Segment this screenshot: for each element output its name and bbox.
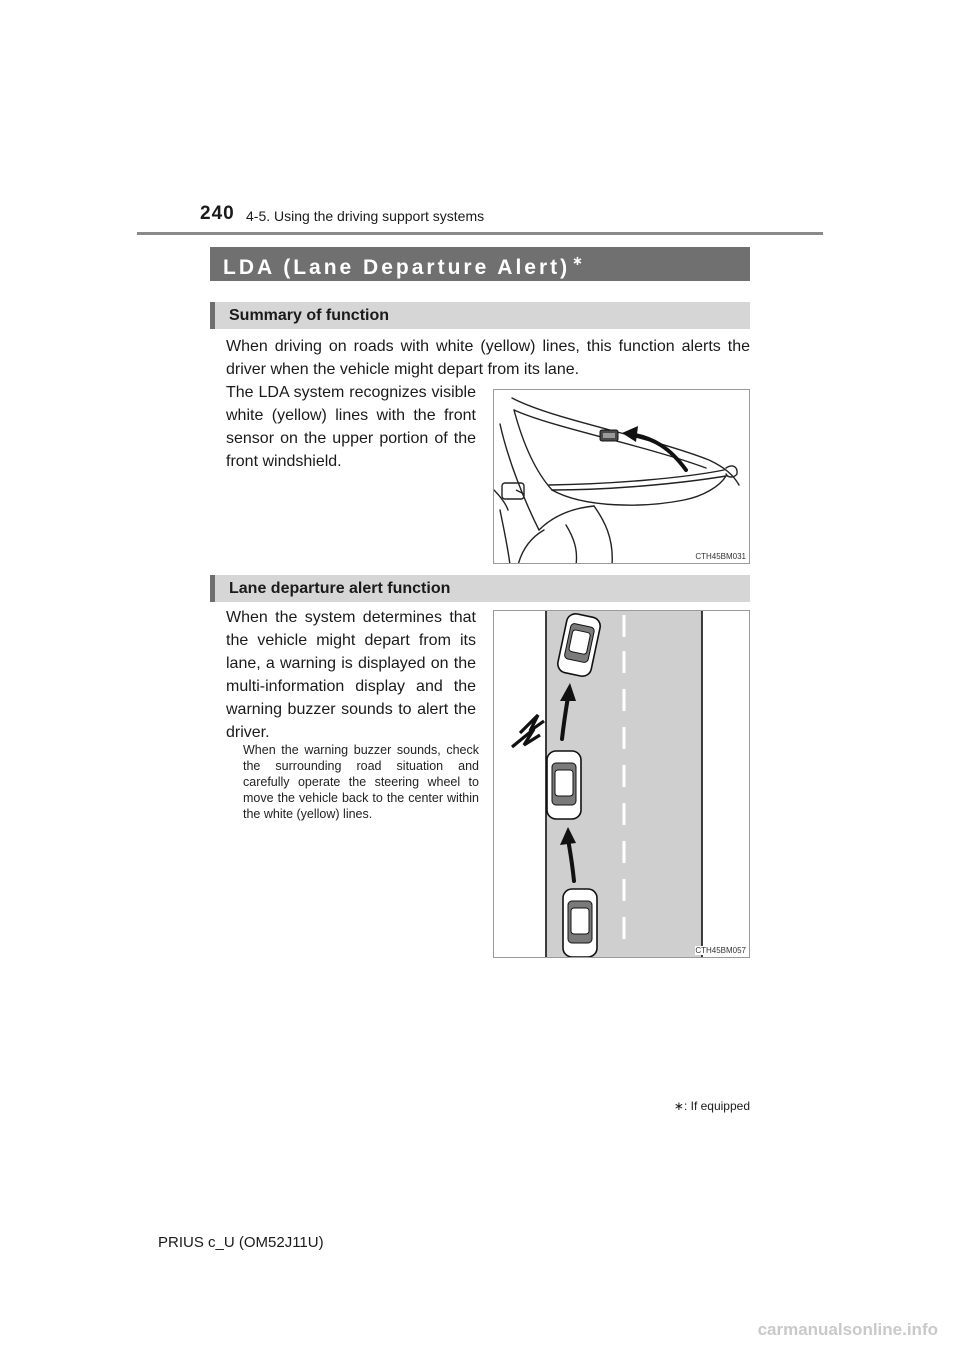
windshield-sensor-figure (493, 389, 750, 564)
header-rule (137, 232, 823, 235)
summary-intro: When driving on roads with white (yellow) lines, this function alerts the driver when the vehicle might depart from its lane. (226, 338, 750, 378)
summary-heading: Summary of function (210, 302, 750, 329)
footnote: ∗: If equipped (673, 1099, 750, 1113)
page-title-text: LDA (Lane Departure Alert) (223, 256, 571, 279)
page-number: 240 (200, 203, 235, 224)
figure-code: CTH45BM057 (695, 946, 746, 955)
summary-body: The LDA system recognizes visible white (yellow) lines with the front sensor on the upper portion of the front windshield. (226, 384, 476, 470)
equipped-marker: ∗ (572, 253, 584, 268)
page-title (210, 247, 750, 281)
lane-alert-note: When the warning buzzer sounds, check the surrounding road situation and carefully operate the steering wheel to move the vehicle back to the center within the white (yellow) lines. (243, 743, 479, 821)
lane-departure-figure (493, 610, 750, 958)
car-in-lane (563, 889, 597, 957)
section-header: 4-5. Using the driving support systems (246, 208, 485, 224)
car-drifting (547, 751, 581, 819)
figure-code: CTH45BM031 (695, 552, 746, 561)
lane-departure-illustration (494, 611, 750, 958)
lane-alert-body: When the system determines that the vehicle might depart from its lane, a warning is displayed on the multi-information display and the warning buzzer sounds to alert the driver. (226, 609, 476, 741)
windshield-illustration (494, 390, 750, 564)
lane-alert-heading: Lane departure alert function (210, 575, 750, 602)
model-label: PRIUS c_U (OM52J11U) (158, 1234, 324, 1251)
watermark: carmanualsonline.info (757, 1320, 938, 1339)
